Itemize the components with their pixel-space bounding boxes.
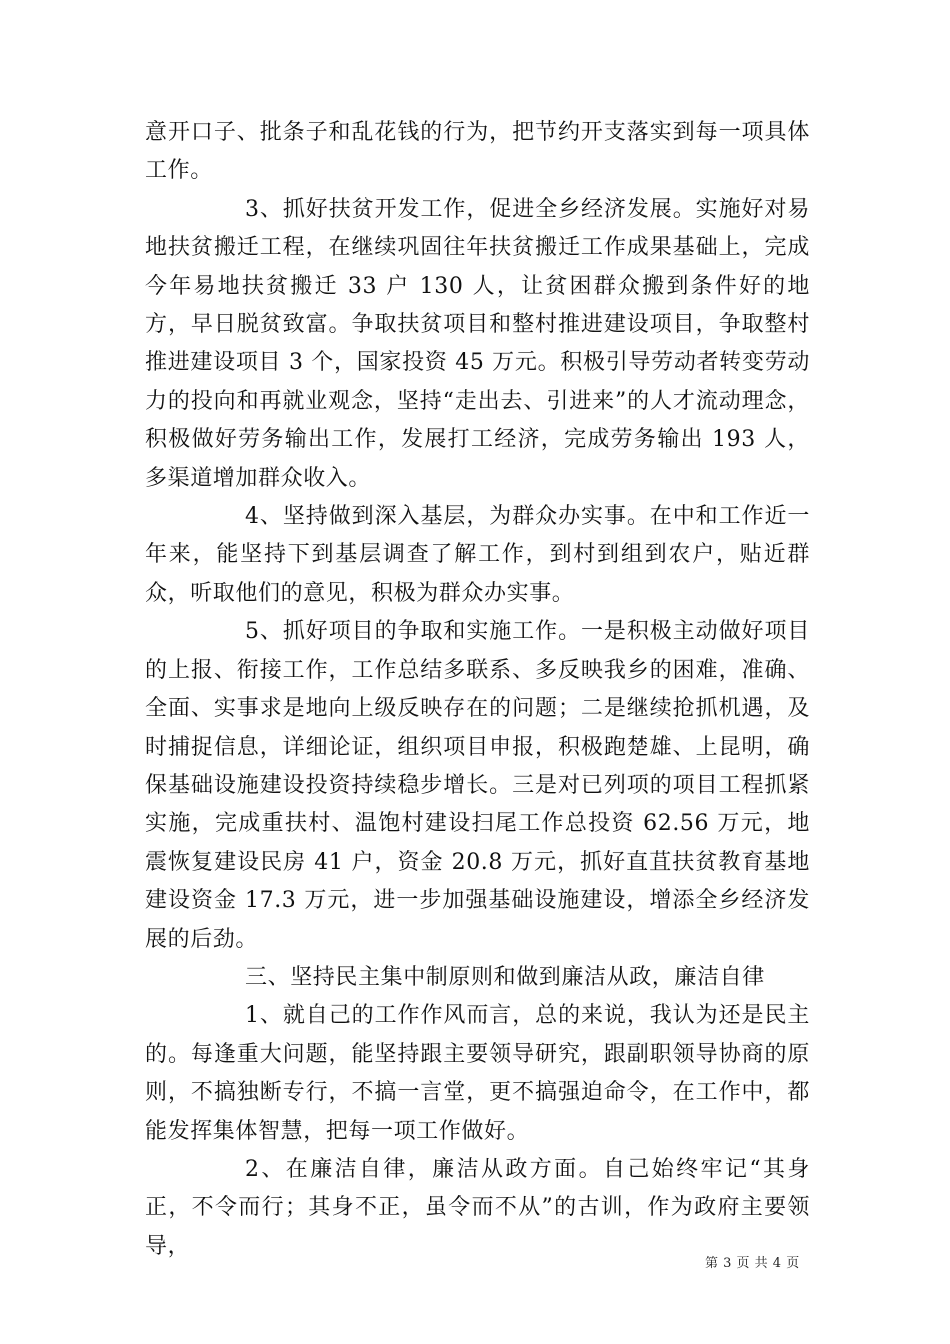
paragraph-item-5-projects: 5、抓好项目的争取和实施工作。一是积极主动做好项目的上报、衔接工作，工作总结多联系、多反映我乡的困难，准确、全面、实事求是地向上级反映存在的问题；二是继续抢抓机遇，及时捕捉信息，详细论证，组织项目申报，积极跑楚雄、上昆明，确保基础设施建设投资持续稳步增长。三是对已列项的项目工程抓紧实施，完成重扶村、温饱村建设扫尾工作总投资 62.56 万元，地震恢复建设民房 41 户，资金 20.8 万元，抓好直苴扶贫教育基地建设资金 17.3 万元，进一步加强基础设施建设，增添全乡经济发展的后劲。 — [145, 619, 810, 952]
section-heading-three: 三、坚持民主集中制原则和做到廉洁从政，廉洁自律 — [245, 964, 765, 990]
paragraph-continuation: 意开口子、批条子和乱花钱的行为，把节约开支落实到每一项具体工作。 — [145, 120, 810, 184]
paragraph-item-2-integrity: 2、在廉洁自律，廉洁从政方面。自己始终牢记“其身正，不令而行；其身不正，虽令而不从”的古训，作为政府主要领导， — [145, 1156, 810, 1259]
paragraph-item-1-work-style: 1、就自己的工作作风而言，总的来说，我认为还是民主的。每逢重大问题，能坚持跟主要领导研究，跟副职领导协商的原则，不搞独断专行，不搞一言堂，更不搞强迫命令，在工作中，都能发挥集体智慧，把每一项工作做好。 — [145, 1003, 810, 1144]
document-body — [145, 114, 810, 1266]
page-number-footer: 第 3 页 共 4 页 — [705, 1256, 800, 1271]
paragraph-item-4-grassroots: 4、坚持做到深入基层，为群众办实事。在中和工作近一年来，能坚持下到基层调查了解工作，到村到组到农户，贴近群众，听取他们的意见，积极为群众办实事。 — [145, 504, 810, 606]
paragraph-item-3-poverty-alleviation: 3、抓好扶贫开发工作，促进全乡经济发展。实施好对易地扶贫搬迁工程，在继续巩固往年扶贫搬迁工作成果基础上，完成今年易地扶贫搬迁 33 户 130 人，让贫困群众搬到条件好的地方，早日脱贫致富。争取扶贫项目和整村推进建设项目，争取整村推进建设项目 3 个，国家投资 45 万元。积极引导劳动者转变劳动力的投向和再就业观念，坚持“走出去、引进来”的人才流动理念，积极做好劳务输出工作，发展打工经济，完成劳务输出 193 人，多渠道增加群众收入。 — [145, 196, 810, 491]
